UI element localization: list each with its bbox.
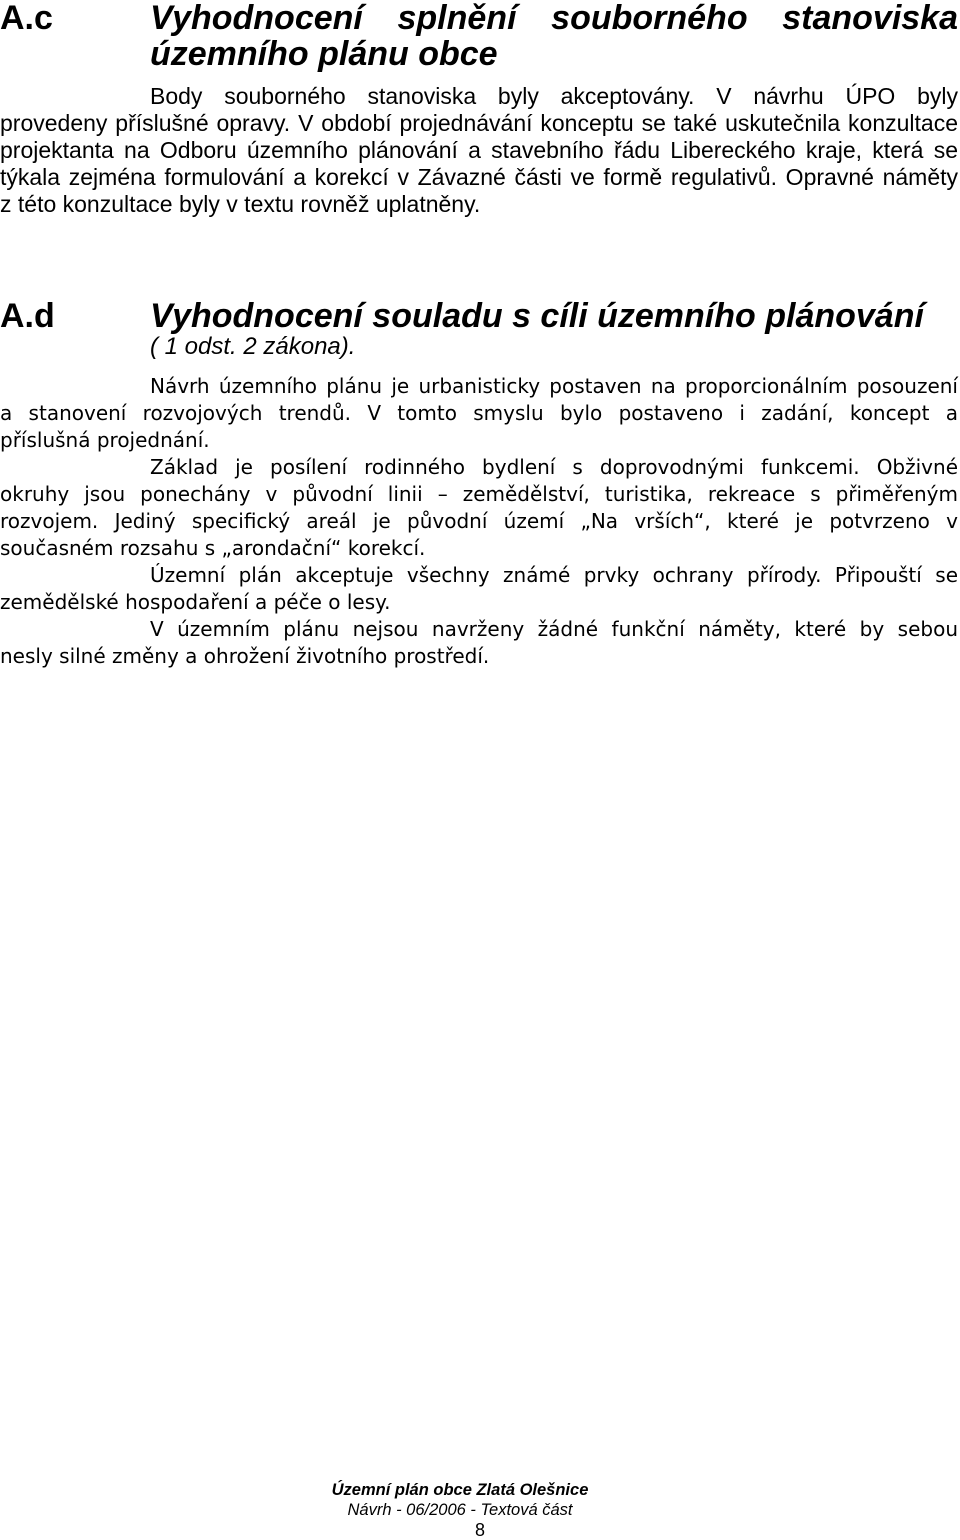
section-c-heading xyxy=(0,0,958,72)
section-d-subtitle: ( 1 odst. 2 zákona). xyxy=(150,333,356,360)
paragraph-line: okruhy jsou ponechány v původní linii – zemědělství, turistika, rekreace s přiměřeným xyxy=(0,482,958,506)
paragraph-line: z této konzultace byly v textu rovněž uplatněny. xyxy=(0,191,481,217)
paragraph-line: V územním plánu nejsou navrženy žádné funkční náměty, které by sebou xyxy=(150,617,958,641)
section-d-title xyxy=(0,298,958,334)
section-c-title xyxy=(0,0,958,72)
section-d-paragraph-1 xyxy=(0,373,958,454)
paragraph-line: a stanovení rozvojových trendů. V tomto smyslu bylo postaveno i zadání, koncept a xyxy=(0,401,958,425)
paragraph-line: současném rozsahu s „arondační“ korekcí. xyxy=(0,536,426,560)
section-d-body xyxy=(0,373,958,670)
section-d-paragraph-3 xyxy=(0,562,958,616)
paragraph-line: Body souborného stanoviska byly akceptovány. V návrhu ÚPO byly xyxy=(150,83,958,109)
paragraph-line: týkala zejména formulování a korekcí v Závazné části ve formě regulativů. Opravné náměty xyxy=(0,164,958,190)
section-c-title-line: Vyhodnocení splnění souborného stanoviska xyxy=(150,0,958,37)
paragraph-line: nesly silné změny a ohrožení životního prostředí. xyxy=(0,644,490,668)
paragraph-line: Základ je posílení rodinného bydlení s doprovodnými funkcemi. Obživné xyxy=(150,455,958,479)
section-c-paragraph xyxy=(0,83,958,218)
section-d-heading xyxy=(0,298,958,334)
paragraph-line: projektanta na Odboru územního plánování a stavebního řádu Libereckého kraje, která se xyxy=(0,137,958,163)
section-c-label: A.c xyxy=(0,0,53,37)
footer-subtitle: Návrh - 06/2006 - Textová část xyxy=(347,1501,573,1519)
section-d-paragraph-4 xyxy=(0,616,958,670)
footer-title: Územní plán obce Zlatá Olešnice xyxy=(331,1481,589,1499)
section-d-title-line: Vyhodnocení souladu s cíli územního plánování xyxy=(150,297,924,335)
paragraph-line: zemědělské hospodaření a péče o lesy. xyxy=(0,590,391,614)
paragraph-line: příslušná projednání. xyxy=(0,428,210,452)
section-d-paragraph-2 xyxy=(0,454,958,562)
paragraph-line: Územní plán akceptuje všechny známé prvky ochrany přírody. Připouští se xyxy=(150,563,958,587)
paragraph-line: Návrh územního plánu je urbanisticky postaven na proporcionálním posouzení xyxy=(150,374,958,398)
page-number: 8 xyxy=(474,1520,485,1540)
section-c-title-line: územního plánu obce xyxy=(150,35,498,73)
section-d-label: A.d xyxy=(0,297,55,335)
paragraph-line: provedeny příslušné opravy. V období projednávání konceptu se také uskutečnila konzultace xyxy=(0,110,958,136)
paragraph-line: rozvojem. Jediný specifický areál je původní území „Na vrších“, které je potvrzeno v xyxy=(0,509,958,533)
